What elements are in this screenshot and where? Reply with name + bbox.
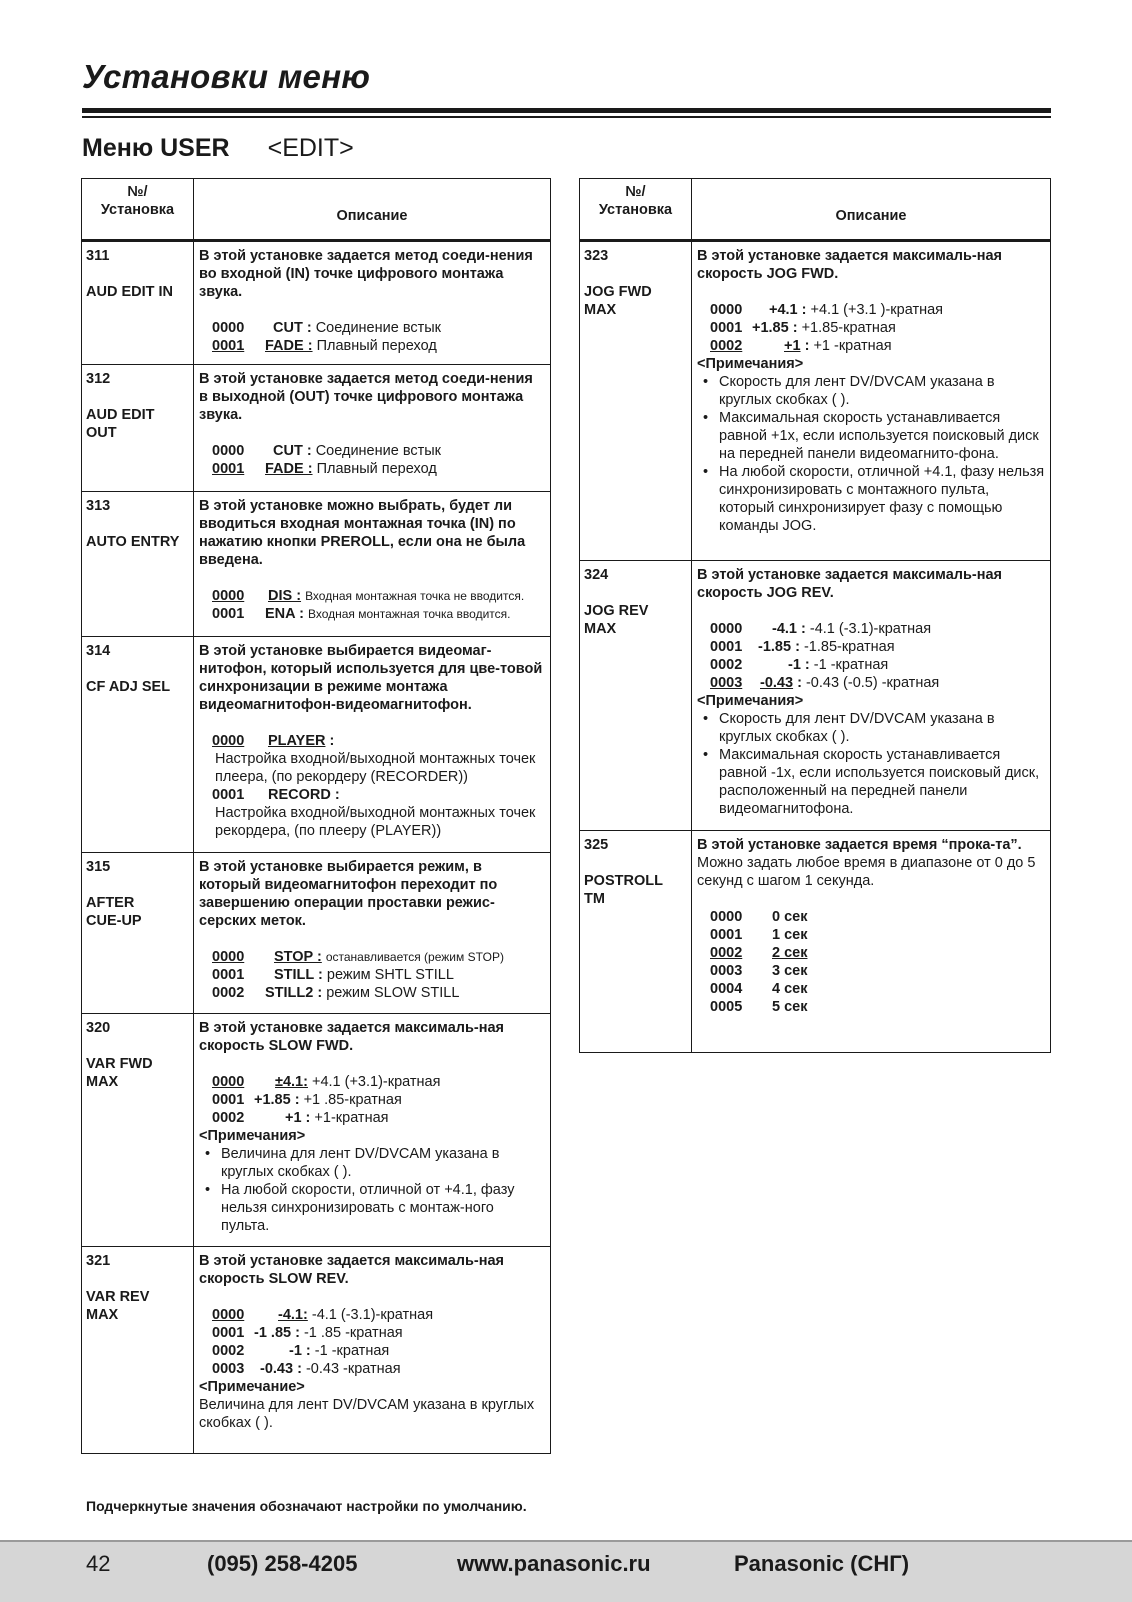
setting-lead: В этой установке задается максималь-ная скорость SLOW FWD. xyxy=(199,1020,505,1054)
option-label: +1 : xyxy=(285,1110,311,1126)
table-row xyxy=(82,637,551,853)
table-row xyxy=(82,241,551,365)
setting-id-cell xyxy=(580,831,692,1053)
table-header-row xyxy=(82,179,551,241)
option-code-default: 0001 xyxy=(212,461,245,477)
options-list xyxy=(199,319,545,355)
setting-number: 320 xyxy=(86,1020,111,1036)
option-desc: Соединение встык xyxy=(315,443,442,459)
option-line xyxy=(212,1073,545,1091)
setting-id-cell xyxy=(580,561,692,831)
option-label-default: PLAYER xyxy=(268,733,326,749)
option-label: 5 сек xyxy=(772,999,808,1015)
options-list xyxy=(199,442,545,478)
options-list xyxy=(199,587,545,623)
setting-lead: В этой установке задается максималь-ная скорость JOG FWD. xyxy=(697,248,1003,282)
setting-number: 312 xyxy=(86,371,111,387)
option-separator: : xyxy=(325,733,335,749)
setting-description-cell xyxy=(194,853,551,1014)
menu-heading-label: Меню USER xyxy=(82,134,230,162)
setting-lead: В этой установке задается максималь-ная скорость JOG REV. xyxy=(697,567,1003,601)
option-desc: -0.43 -кратная xyxy=(305,1361,401,1377)
option-line xyxy=(212,984,545,1002)
setting-name: JOG FWD MAX xyxy=(584,284,652,318)
header-number: №/ xyxy=(127,184,148,200)
option-label: 4 сек xyxy=(772,981,808,997)
footer-phone: (095) 258-4205 xyxy=(207,1551,358,1576)
setting-id-cell xyxy=(82,365,194,492)
option-code-default: 0000 xyxy=(212,1074,245,1090)
setting-lead: В этой установке задается максималь-ная скорость SLOW REV. xyxy=(199,1253,505,1287)
setting-number: 325 xyxy=(584,837,609,853)
options-list xyxy=(199,732,545,840)
notes-list xyxy=(199,1145,545,1235)
option-line xyxy=(710,656,1045,674)
table-row xyxy=(82,853,551,1014)
option-line xyxy=(710,944,1045,962)
option-desc: режим SHTL STILL xyxy=(326,967,454,983)
option-code: 0001 xyxy=(212,1092,245,1108)
table-row xyxy=(82,1014,551,1247)
option-desc: +4.1 (+3.1)-кратная xyxy=(311,1074,441,1090)
option-desc: -1 -кратная xyxy=(813,657,889,673)
option-label-default: -4.1: xyxy=(278,1307,308,1323)
option-code: 0003 xyxy=(710,963,743,979)
setting-description-cell xyxy=(194,365,551,492)
option-code: 0001 xyxy=(212,787,245,803)
option-code: 0005 xyxy=(710,999,743,1015)
option-label: -0.43 : xyxy=(260,1361,302,1377)
option-line xyxy=(710,337,1045,355)
options-list xyxy=(199,948,545,1002)
option-desc: Соединение встык xyxy=(315,320,442,336)
settings-table-left xyxy=(81,178,551,1454)
option-code-default: 0000 xyxy=(212,949,245,965)
setting-number: 324 xyxy=(584,567,609,583)
note-text: Величина для лент DV/DVCAM указана в круглых скобках ( ). xyxy=(199,1397,535,1431)
setting-lead: В этой установке задается метод соеди-нения в выходной (OUT) точке цифрового монтажа звука. xyxy=(199,371,533,423)
header-setting: Установка xyxy=(100,202,175,218)
notes-heading: <Примечания> xyxy=(199,1128,306,1144)
option-desc: -1 -кратная xyxy=(314,1343,390,1359)
footer-website: www.panasonic.ru xyxy=(457,1551,651,1576)
option-line xyxy=(212,1091,545,1109)
table-row xyxy=(580,241,1051,561)
default-values-footnote: Подчеркнутые значения обозначают настройки по умолчанию. xyxy=(86,1498,527,1514)
menu-heading xyxy=(82,134,354,163)
page-title: Установки меню xyxy=(82,58,371,95)
option-label-default: DIS : xyxy=(268,588,302,604)
option-label: -4.1 : xyxy=(772,621,806,637)
option-code: 0000 xyxy=(212,320,245,336)
option-desc: Входная монтажная точка вводится. xyxy=(307,607,511,621)
table-row xyxy=(82,365,551,492)
option-line xyxy=(212,1342,545,1360)
option-code: 0001 xyxy=(710,639,743,655)
setting-name: AUD EDIT IN xyxy=(86,284,173,300)
setting-description-cell xyxy=(692,561,1051,831)
table-header-row xyxy=(580,179,1051,241)
option-desc: Плавный переход xyxy=(316,461,437,477)
settings-table-right xyxy=(579,178,1051,1053)
option-label-default: FADE : xyxy=(265,461,313,477)
header-number-setting xyxy=(580,179,692,241)
option-desc: Входная монтажная точка не вводится. xyxy=(305,589,525,603)
table-row xyxy=(82,1247,551,1454)
option-separator: : xyxy=(800,338,810,354)
setting-description-cell xyxy=(194,1014,551,1247)
option-line xyxy=(212,948,545,966)
option-code-default: 0002 xyxy=(710,338,743,354)
option-desc: останавливается (режим STOP) xyxy=(325,950,505,964)
setting-description-cell xyxy=(692,831,1051,1053)
option-line xyxy=(710,980,1045,998)
option-label: STILL2 : xyxy=(265,985,323,1001)
option-line xyxy=(212,1306,545,1324)
option-line xyxy=(710,998,1045,1016)
note-item: • Величина для лент DV/DVCAM указана в круглых скобках ( ). xyxy=(221,1145,545,1181)
note-item: • Скорость для лент DV/DVCAM указана в круглых скобках ( ). xyxy=(719,710,1045,746)
option-code: 0001 xyxy=(212,1325,245,1341)
setting-number: 311 xyxy=(86,248,110,264)
table-row xyxy=(580,561,1051,831)
option-line xyxy=(212,587,545,605)
setting-lead: В этой установке выбирается видеомаг-нитофон, который используется для цве-товой синхронизации в режиме монтажа видеомагнитофон-видеомагнитофон. xyxy=(199,643,543,713)
option-label xyxy=(265,337,313,355)
notes-list xyxy=(697,710,1045,818)
option-desc: +4.1 (+3.1 )-кратная xyxy=(810,302,944,318)
menu-heading-tag: <EDIT> xyxy=(267,134,354,162)
title-rule-thin xyxy=(82,116,1051,118)
setting-name: AUD EDIT OUT xyxy=(86,407,155,441)
option-code: 0000 xyxy=(710,909,743,925)
option-desc: +1 .85-кратная xyxy=(303,1092,402,1108)
title-rule-thick xyxy=(82,108,1051,113)
option-code: 0002 xyxy=(212,1343,245,1359)
option-line xyxy=(212,786,545,804)
option-desc: -1.85-кратная xyxy=(803,639,895,655)
option-line xyxy=(710,962,1045,980)
option-desc: Плавный переход xyxy=(316,338,437,354)
note-item: • Максимальная скорость устанавливается равной -1x, если используется поисковый диск, расположенный на передней панели видеомагнитофона. xyxy=(719,746,1045,818)
setting-name: VAR FWD MAX xyxy=(86,1056,153,1090)
note-item: • На любой скорости, отличной +4.1, фазу нельзя синхронизировать с монтажного пульта, который синхронизирует фазу с помощью команды JOG. xyxy=(719,463,1045,535)
setting-id-cell xyxy=(82,241,194,365)
setting-id-cell xyxy=(82,492,194,637)
option-label: -1 .85 : xyxy=(254,1325,300,1341)
option-code: 0003 xyxy=(212,1361,245,1377)
notes-list xyxy=(697,373,1045,535)
option-code-default: 0000 xyxy=(212,588,245,604)
option-code-default: 0002 xyxy=(710,945,743,961)
notes-heading: <Примечания> xyxy=(697,356,804,372)
option-label: +1.85 : xyxy=(254,1092,300,1108)
setting-name: VAR REV MAX xyxy=(86,1289,150,1323)
header-description: Описание xyxy=(692,179,1051,241)
option-desc: +1 -кратная xyxy=(813,338,892,354)
option-line xyxy=(212,319,545,337)
option-desc: -0.43 (-0.5) -кратная xyxy=(805,675,940,691)
note-item: • Скорость для лент DV/DVCAM указана в круглых скобках ( ). xyxy=(719,373,1045,409)
option-line xyxy=(212,966,545,984)
setting-number: 323 xyxy=(584,248,609,264)
option-line xyxy=(212,1324,545,1342)
setting-id-cell xyxy=(82,637,194,853)
setting-name: AUTO ENTRY xyxy=(86,534,180,550)
option-label: ENA : xyxy=(265,606,304,622)
option-code-default: 0000 xyxy=(212,733,245,749)
page-footer xyxy=(0,1540,1132,1602)
note-item: • Максимальная скорость устанавливается равной +1x, если используется поисковый диск на передней панели видеомагнито-фона. xyxy=(719,409,1045,463)
option-line xyxy=(212,1109,545,1127)
option-label: -1 : xyxy=(289,1343,311,1359)
option-line xyxy=(212,605,545,623)
option-desc: Настройка входной/выходной монтажных точек плеера, (по рекордеру (RECORDER)) xyxy=(215,751,536,785)
option-label-default: FADE : xyxy=(265,338,313,354)
option-separator: : xyxy=(793,675,802,691)
options-list xyxy=(199,1306,545,1378)
option-label: -1.85 : xyxy=(758,639,800,655)
option-line xyxy=(710,319,1045,337)
option-line xyxy=(212,732,545,750)
option-label-default: +1 xyxy=(784,338,801,354)
setting-name: CF ADJ SEL xyxy=(86,679,171,695)
setting-description-cell xyxy=(194,637,551,853)
option-line xyxy=(710,301,1045,319)
setting-name: AFTER CUE-UP xyxy=(86,895,142,929)
setting-plain-text: Можно задать любое время в диапазоне от 0 до 5 секунд с шагом 1 секунда. xyxy=(697,855,1036,889)
option-code: 0001 xyxy=(710,320,743,336)
setting-description-cell xyxy=(194,241,551,365)
option-label-default: STOP : xyxy=(274,949,322,965)
option-desc: -4.1 (-3.1)-кратная xyxy=(311,1307,434,1323)
setting-description-cell xyxy=(194,1247,551,1454)
option-label: CUT : xyxy=(273,443,312,459)
option-label-default: 2 сек xyxy=(772,945,808,961)
option-code: 0001 xyxy=(710,927,743,943)
notes-heading: <Примечания> xyxy=(697,693,804,709)
options-list xyxy=(199,1073,545,1127)
option-line xyxy=(212,337,545,355)
option-line xyxy=(710,674,1045,692)
option-desc: +1-кратная xyxy=(314,1110,389,1126)
option-label: +1.85 : xyxy=(752,320,798,336)
option-line xyxy=(212,460,545,478)
table-row xyxy=(580,831,1051,1053)
option-code: 0000 xyxy=(710,621,743,637)
option-line xyxy=(710,638,1045,656)
option-line xyxy=(710,926,1045,944)
option-label: STILL : xyxy=(274,967,323,983)
option-label-default: -0.43 xyxy=(760,675,794,691)
setting-number: 315 xyxy=(86,859,111,875)
option-line xyxy=(710,620,1045,638)
option-label: +4.1 : xyxy=(769,302,807,318)
option-line xyxy=(212,442,545,460)
option-desc: Настройка входной/выходной монтажных точек рекордера, (по плееру (PLAYER)) xyxy=(215,805,536,839)
setting-number: 314 xyxy=(86,643,111,659)
option-code: 0002 xyxy=(710,657,743,673)
header-number: №/ xyxy=(625,184,646,200)
option-code-default: 0003 xyxy=(710,675,743,691)
option-label: 3 сек xyxy=(772,963,808,979)
setting-lead: В этой установке выбирается режим, в который видеомагнитофон переходит по завершению операции проставки режис-серских меток. xyxy=(199,859,498,929)
note-heading: <Примечание> xyxy=(199,1379,305,1395)
header-setting: Установка xyxy=(598,202,673,218)
option-label: RECORD : xyxy=(268,787,340,803)
header-description: Описание xyxy=(194,179,551,241)
note-item: • На любой скорости, отличной от +4.1, фазу нельзя синхронизировать с монтаж-ного пульта. xyxy=(221,1181,545,1235)
setting-id-cell xyxy=(82,1014,194,1247)
option-desc: режим SLOW STILL xyxy=(326,985,460,1001)
option-code: 0004 xyxy=(710,981,743,997)
option-code: 0002 xyxy=(212,985,245,1001)
setting-description-cell xyxy=(194,492,551,637)
option-label-default: ±4.1: xyxy=(275,1074,308,1090)
footer-brand: Panasonic (СНГ) xyxy=(734,1551,910,1576)
setting-id-cell xyxy=(82,1247,194,1454)
option-desc: +1.85-кратная xyxy=(801,320,896,336)
table-row xyxy=(82,492,551,637)
option-label: CUT : xyxy=(273,320,312,336)
page-number: 42 xyxy=(86,1551,111,1576)
options-list xyxy=(697,908,1045,1016)
setting-lead: В этой установке задается метод соеди-нения во входной (IN) точке цифрового монтажа звука. xyxy=(199,248,533,300)
options-list xyxy=(697,620,1045,692)
option-code: 0000 xyxy=(710,302,743,318)
option-code: 0001 xyxy=(212,606,245,622)
option-code-default: 0001 xyxy=(212,338,245,354)
setting-name: JOG REV MAX xyxy=(584,603,649,637)
setting-description-cell xyxy=(692,241,1051,561)
option-code: 0000 xyxy=(212,443,245,459)
setting-name: POSTROLL TM xyxy=(584,873,663,907)
option-code: 0001 xyxy=(212,967,245,983)
header-number-setting xyxy=(82,179,194,241)
setting-number: 313 xyxy=(86,498,111,514)
option-line xyxy=(212,1360,545,1378)
option-desc: -1 .85 -кратная xyxy=(303,1325,403,1341)
option-label: 1 сек xyxy=(772,927,808,943)
setting-id-cell xyxy=(580,241,692,561)
options-list xyxy=(697,301,1045,355)
option-desc: -4.1 (-3.1)-кратная xyxy=(809,621,932,637)
option-code-default: 0000 xyxy=(212,1307,245,1323)
setting-lead: В этой установке задается время “прока-та”. xyxy=(697,837,1022,853)
setting-number: 321 xyxy=(86,1253,111,1269)
setting-lead: В этой установке можно выбрать, будет ли вводиться входная монтажная точка (IN) по нажатию кнопки PREROLL, если она не была введена. xyxy=(199,498,526,568)
option-label: 0 сек xyxy=(772,909,808,925)
option-line xyxy=(710,908,1045,926)
setting-id-cell xyxy=(82,853,194,1014)
option-label: -1 : xyxy=(788,657,810,673)
option-code: 0002 xyxy=(212,1110,245,1126)
